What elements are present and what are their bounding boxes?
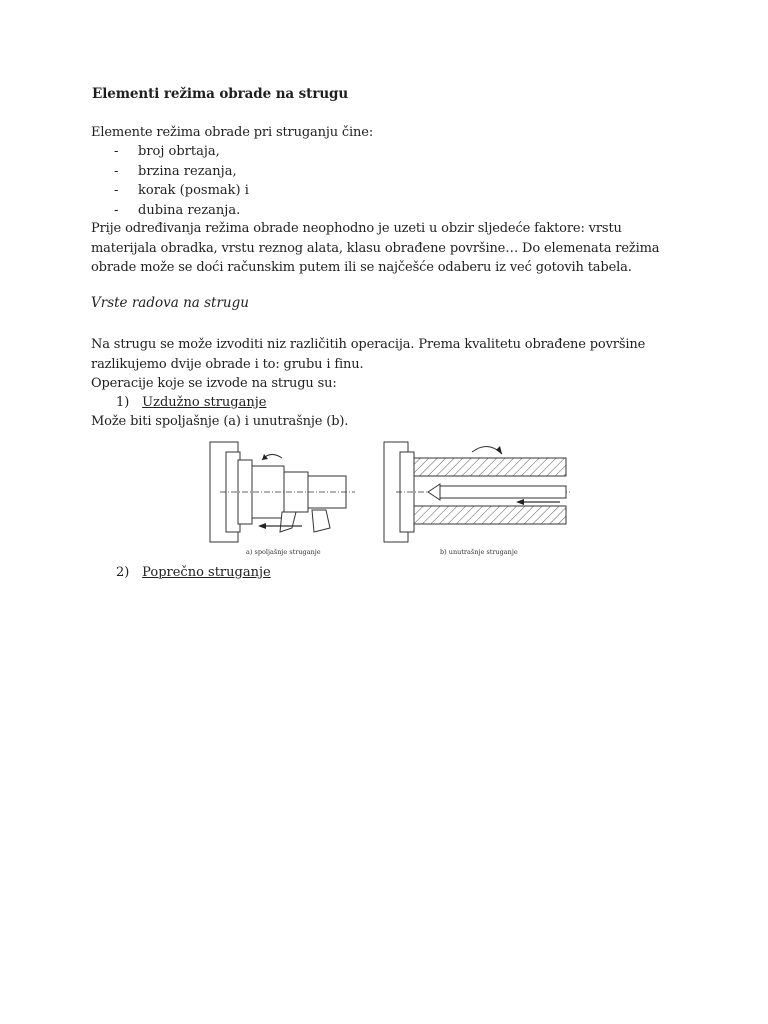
operations-paragraph: Na strugu se može izvoditi niz različitih operacija. Prema kvalitetu obrađene površine razlikujemo dvije obrade i to: grubu i finu.	[91, 337, 646, 372]
caption-b: b) unutrašnje struganje	[440, 548, 518, 556]
operation-item-2: 2) Poprečno struganje	[116, 565, 271, 580]
external-turning-diagram	[210, 442, 355, 542]
section-heading: Elementi režima obrade na strugu	[92, 86, 349, 102]
operation-item-1: 1) Uzdužno struganje	[116, 395, 267, 410]
internal-turning-diagram	[384, 442, 570, 542]
list-item: - brzina rezanja,	[114, 163, 237, 179]
factors-paragraph: Prije određivanja režima obrade neophodno je uzeti u obzir sljedeće faktore: vrstu materijala obradka, vrstu reznog alata, klasu obrađene površine… Do elemenata režima obrade može se doći računskim putem ili se najčešće odaberu iz već gotovih tabela.	[91, 221, 660, 275]
list-item: - korak (posmak) i	[114, 183, 249, 198]
subsection-heading: Vrste radova na strugu	[91, 295, 249, 311]
list-item: - broj obrtaja,	[114, 144, 220, 159]
intro-text: Elemente režima obrade pri struganju čine:	[91, 125, 374, 140]
caption-a: a) spoljašnje struganje	[246, 548, 321, 556]
operation-1-description: Može biti spoljašnje (a) i unutrašnje (b).	[91, 414, 349, 429]
list-item: - dubina rezanja.	[114, 202, 241, 218]
elements-list	[114, 142, 249, 220]
turning-figure	[200, 432, 572, 560]
operations-intro: Operacije koje se izvode na strugu su:	[91, 376, 337, 391]
